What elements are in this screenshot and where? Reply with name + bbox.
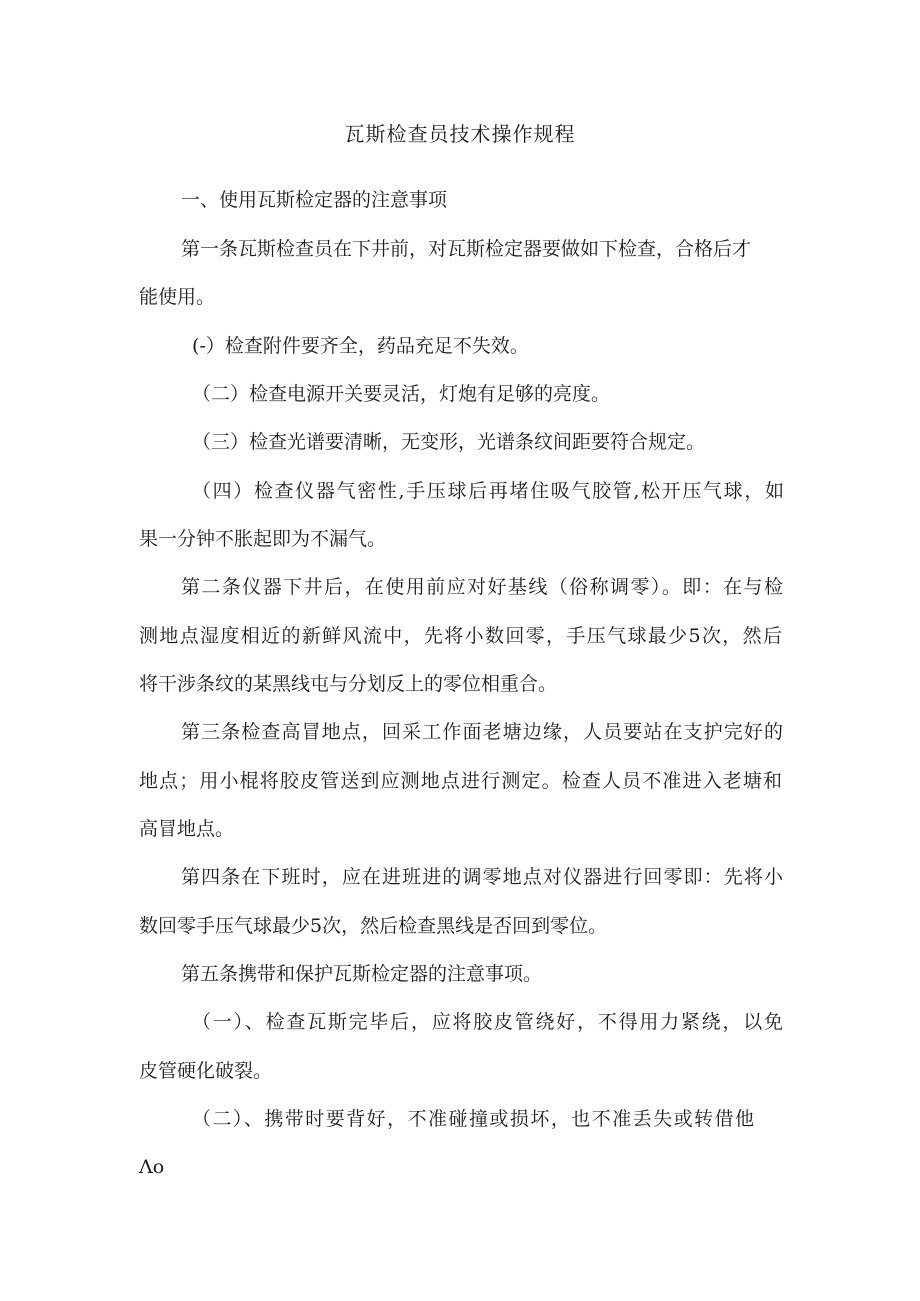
article-4-line-1: 第四条在下班时，应在进班进的调零地点对仪器进行回零即：先将小 <box>181 866 783 888</box>
item-3: （三）检查光谱要清晰，无变形，光谱条纹间距要符合规定。 <box>192 431 706 453</box>
article-4-line-2: 数回零手压气球最少5次，然后检查黑线是否回到零位。 <box>139 915 608 937</box>
article-2-line-2: 测地点湿度相近的新鲜风流中，先将小数回零，手压气球最少5次，然后 <box>139 625 782 647</box>
article-1-line-2: 能使用。 <box>139 286 216 308</box>
article-5-item-2-line-2: Λo <box>139 1156 165 1178</box>
article-3-line-2: 地点；用小棍将胶皮管送到应测地点进行测定。检查人员不准进入老塘和 <box>139 770 782 792</box>
document-title: 瓦斯检查员技术操作规程 <box>344 122 576 146</box>
article-2-line-3: 将干涉条纹的某黑线屯与分划反上的零位相重合。 <box>139 673 558 695</box>
article-5-heading: 第五条携带和保护瓦斯检定器的注意事项。 <box>181 963 543 985</box>
article-5-item-2-line-1: （二）、携带时要背好，不准碰撞或损坏，也不准丢失或转借他 <box>192 1108 754 1130</box>
article-1-line-1: 第一条瓦斯检查员在下井前，对瓦斯检定器要做如下检查，合格后才 <box>181 238 752 260</box>
item-1: (-）检查附件要齐全，药品充足不失效。 <box>192 335 529 357</box>
article-3-line-3: 高冒地点。 <box>139 818 235 840</box>
article-2-line-1: 第二条仪器下井后，在使用前应对好基线（俗称调零）。即：在与检 <box>181 576 783 598</box>
item-4-line-2: 果一分钟不胀起即为不漏气。 <box>139 528 387 550</box>
item-2: （二）检查电源开关要灵活，灯炮有足够的亮度。 <box>192 383 611 405</box>
section-heading: 一、使用瓦斯检定器的注意事项 <box>181 189 448 211</box>
article-5-item-1-line-1: （一）、检查瓦斯完毕后，应将胶皮管绕好，不得用力紧绕，以免 <box>192 1011 783 1033</box>
article-3-line-1: 第三条检查高冒地点，回采工作面老塘边缘，人员要站在支护完好的 <box>181 721 783 743</box>
item-4-line-1: （四）检查仪器气密性,手压球后再堵住吸气胶管,松开压气球，如 <box>192 480 784 502</box>
article-5-item-1-line-2: 皮管硬化破裂。 <box>139 1060 273 1082</box>
